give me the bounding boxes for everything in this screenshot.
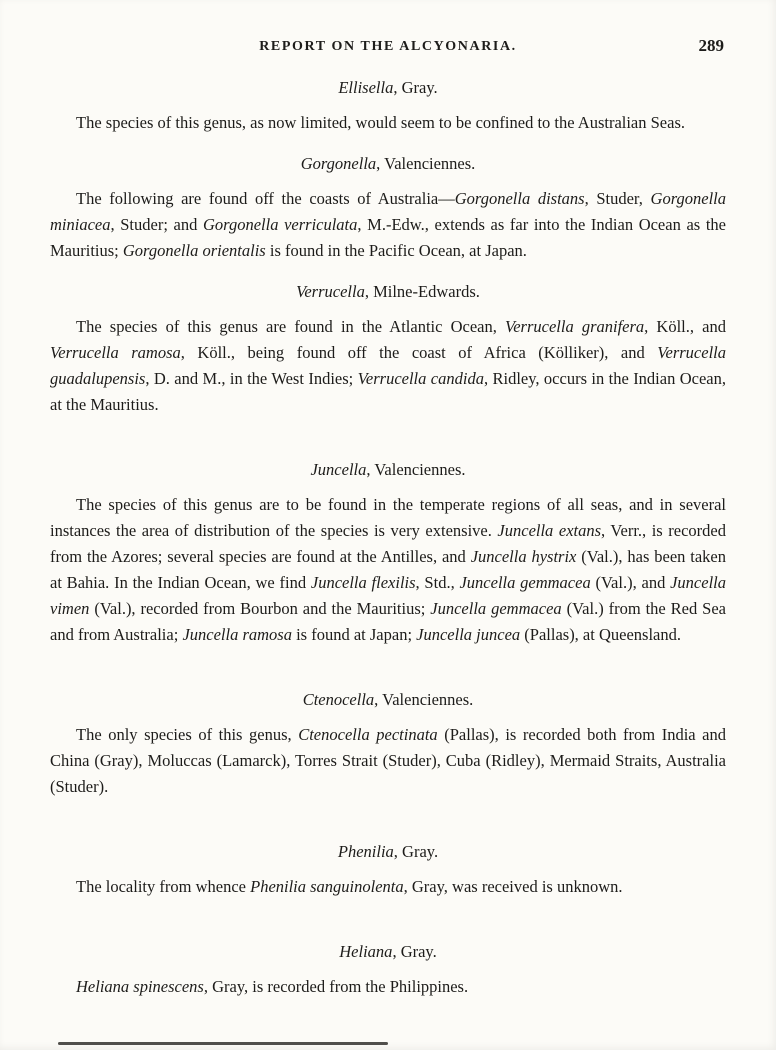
genus-paragraph-gorgonella: The following are found off the coasts of Australia—Gorgonella distans, Studer, Gorgonella miniacea, Studer; and Gorgonella verriculata, M.-Edw., extends as far into the Indian Ocean as the Mauritius; Gorgonella orientalis is found in the Pacific Ocean, at Japan. — [50, 189, 726, 260]
genus-heading-phenilia: Phenilia, Gray. — [337, 842, 439, 861]
running-head: REPORT ON THE ALCYONARIA. — [259, 39, 517, 54]
genus-paragraph-heliana: Heliana spinescens, Gray, is recorded from the Philippines. — [76, 977, 469, 996]
genus-heading-heliana: Heliana, Gray. — [339, 942, 437, 961]
page-number: 289 — [698, 36, 724, 55]
genus-paragraph-ellisella: The species of this genus, as now limited, would seem to be confined to the Australian Seas. — [76, 113, 686, 132]
genus-section-ellisella — [50, 78, 726, 136]
genus-paragraph-ctenocella: The only species of this genus, Ctenocella pectinata (Pallas), is recorded both from India and China (Gray), Moluccas (Lamarck), Torres Strait (Studer), Cuba (Ridley), Mermaid Straits, Australia (Studer). — [50, 725, 726, 796]
genus-section-verrucella — [50, 282, 726, 418]
genus-paragraph-juncella: The species of this genus are to be found in the temperate regions of all seas, and in several instances the area of distribution of the species is very extensive. Juncella extans, Verr., is recorded from the Azores; several species are found at the Antilles, and Juncella hystrix (Val.), has been taken at Bahia. In the Indian Ocean, we find Juncella flexilis, Std., Juncella gemmacea (Val.), and Juncella vimen (Val.), recorded from Bourbon and the Mauritius; Juncella gemmacea (Val.) from the Red Sea and from Australia; Juncella ramosa is found at Japan; Juncella juncea (Pallas), at Queensland. — [50, 495, 727, 644]
scan-artifact-line — [58, 1042, 388, 1045]
genus-section-gorgonella — [50, 154, 726, 264]
genus-section-heliana — [50, 942, 726, 1000]
genus-heading-ctenocella: Ctenocella, Valenciennes. — [302, 690, 474, 709]
genus-paragraph-verrucella: The species of this genus are found in the Atlantic Ocean, Verrucella granifera, Köll., and Verrucella ramosa, Köll., being found off the coast of Africa (Kölliker), and Verrucella guadalupensis, D. and M., in the West Indies; Verrucella candida, Ridley, occurs in the Indian Ocean, at the Mauritius. — [50, 317, 727, 414]
genus-paragraph-phenilia: The locality from whence Phenilia sanguinolenta, Gray, was received is unknown. — [76, 877, 623, 896]
genus-heading-verrucella: Verrucella, Milne-Edwards. — [296, 282, 480, 301]
genus-section-phenilia — [50, 842, 726, 900]
genus-section-ctenocella — [50, 690, 726, 800]
page-header — [50, 36, 726, 60]
genus-heading-juncella: Juncella, Valenciennes. — [310, 460, 466, 479]
genus-heading-ellisella: Ellisella, Gray. — [338, 78, 438, 97]
genus-section-juncella — [50, 460, 726, 648]
genus-heading-gorgonella: Gorgonella, Valenciennes. — [300, 154, 476, 173]
